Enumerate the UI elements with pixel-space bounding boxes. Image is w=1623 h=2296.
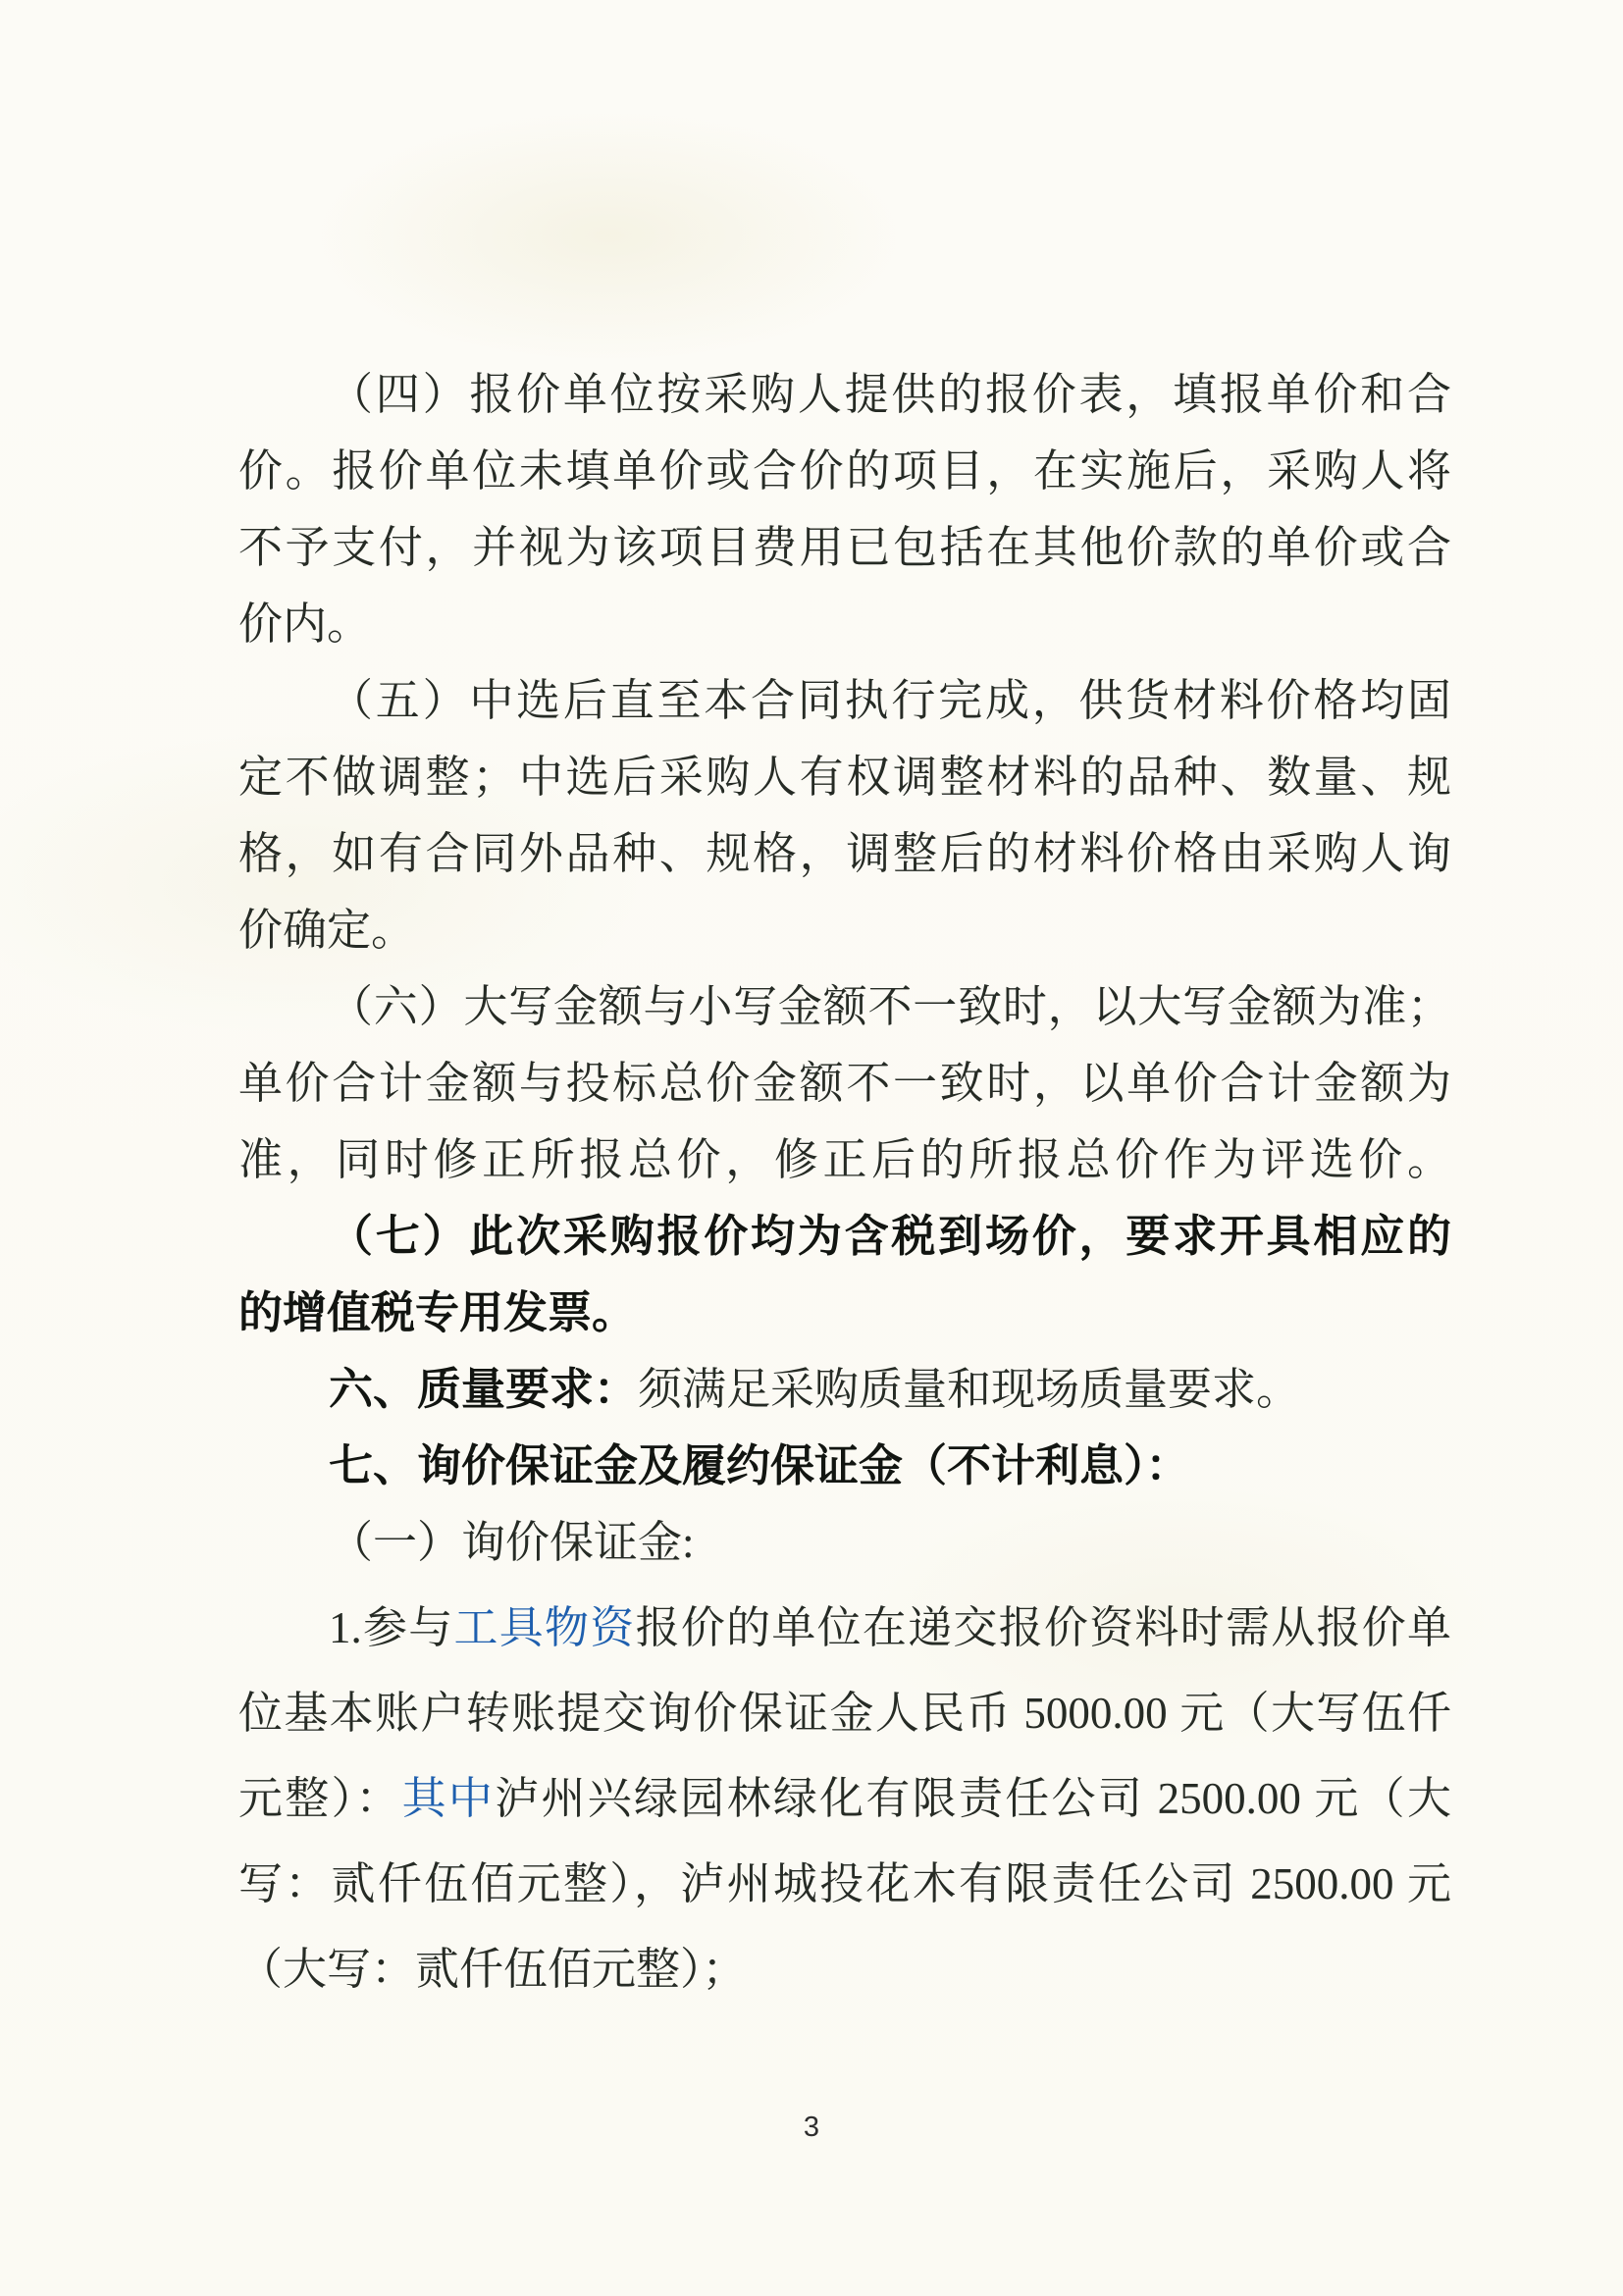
text-segment-normal: 准，同时修正所报总价，修正后的所报总价作为评选价。	[238, 1135, 1451, 1184]
text-segment-normal: （五）中选后直至本合同执行完成，供货材料价格均固	[329, 676, 1451, 725]
document-line	[238, 1122, 1451, 1198]
text-segment-normal: 元整）：	[238, 1774, 402, 1823]
text-segment-normal: 格，如有合同外品种、规格，调整后的材料价格由采购人询	[238, 829, 1451, 878]
text-segment-normal: 不予支付，并视为该项目费用已包括在其他价款的单价或合	[238, 523, 1451, 572]
document-line	[238, 1842, 1451, 1927]
page-number: 3	[803, 2112, 820, 2143]
document-line	[238, 662, 1451, 739]
document-line	[238, 1428, 1451, 1504]
text-segment-normal: 报价的单位在递交报价资料时需从报价单	[635, 1603, 1451, 1652]
text-segment-normal: （四）报价单位按采购人提供的报价表，填报单价和合	[329, 370, 1451, 419]
text-segment-normal: 位基本账户转账提交询价保证金人民币 5000.00 元（大写伍仟	[238, 1689, 1451, 1738]
document-line	[238, 1671, 1451, 1756]
paragraph-block-main	[238, 356, 1451, 1581]
text-segment-normal: 定不做调整；中选后采购人有权调整材料的品种、数量、规	[238, 753, 1451, 802]
text-segment-normal: 价内。	[238, 600, 372, 649]
text-segment-blue: 工具物资	[453, 1603, 636, 1652]
text-segment-normal: （一）询价保证金:	[329, 1518, 695, 1567]
document-line	[238, 1351, 1451, 1428]
document-line	[238, 1275, 1451, 1351]
document-line	[238, 1927, 1451, 2012]
text-segment-normal: 泸州兴绿园林绿化有限责任公司 2500.00 元（大	[495, 1774, 1451, 1823]
text-segment-blue: 其中	[401, 1774, 496, 1823]
document-line	[238, 1586, 1451, 1671]
document-line	[238, 968, 1451, 1045]
document-line	[238, 739, 1451, 815]
document-line	[238, 815, 1451, 892]
document-line	[238, 509, 1451, 586]
text-segment-bold: 七、询价保证金及履约保证金（不计利息）：	[329, 1441, 1190, 1490]
document-line	[238, 1756, 1451, 1842]
document-line	[238, 1198, 1451, 1275]
paragraph-block-deposit	[238, 1586, 1451, 2012]
text-segment-normal: 价确定。	[238, 906, 416, 955]
document-line	[238, 586, 1451, 662]
document-line	[238, 1504, 1451, 1581]
document-line	[238, 356, 1451, 433]
text-segment-normal: 写：贰仟伍佰元整），泸州城投花木有限责任公司 2500.00 元	[238, 1859, 1451, 1908]
text-segment-normal: 单价合计金额与投标总价金额不一致时，以单价合计金额为	[238, 1059, 1451, 1108]
text-segment-normal: 须满足采购质量和现场质量要求。	[638, 1365, 1301, 1414]
text-segment-bold: （七）此次采购报价均为含税到场价，要求开具相应的	[329, 1212, 1451, 1261]
text-segment-normal: 价。报价单位未填单价或合价的项目，在实施后，采购人将	[238, 446, 1451, 496]
text-segment-normal: （六）大写金额与小写金额不一致时，以大写金额为准；	[329, 982, 1451, 1031]
document-line	[238, 1045, 1451, 1122]
document-line	[238, 433, 1451, 509]
document-line	[238, 892, 1451, 968]
text-segment-normal: （大写：贰仟伍佰元整）；	[238, 1945, 747, 1994]
text-segment-bold: 的增值税专用发票。	[238, 1288, 637, 1337]
text-segment-bold: 六、质量要求：	[329, 1365, 639, 1414]
text-segment-normal: 1.参与	[329, 1603, 454, 1652]
